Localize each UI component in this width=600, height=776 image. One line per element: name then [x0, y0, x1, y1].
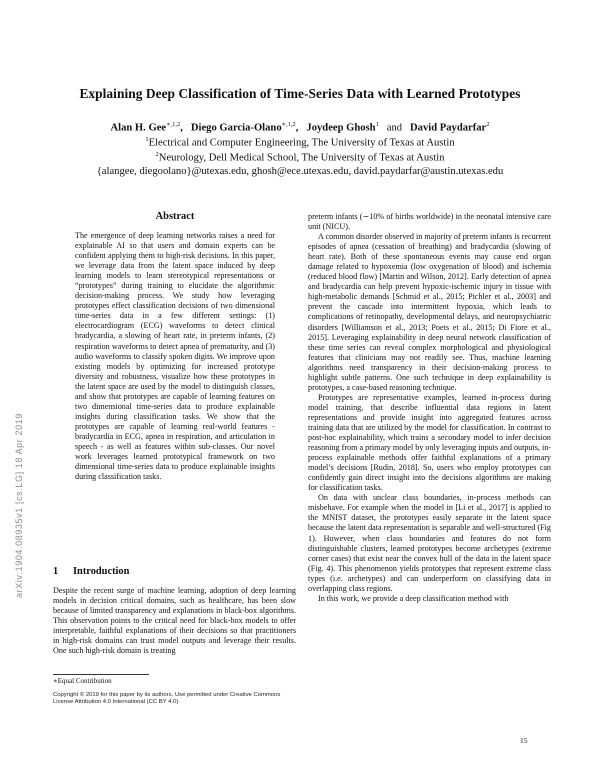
section-number: 1: [53, 566, 59, 577]
author-separator: ,: [180, 122, 183, 134]
author-name: David Paydarfar: [410, 122, 487, 134]
author-name: Diego Garcia-Olano: [190, 122, 282, 134]
copyright-notice: Copyright © 2019 for this paper by its authors. Use permitted under Creative Commons License Attribution 4.0 International (CC BY 4.0).: [53, 692, 281, 706]
abstract-body: The emergence of deep learning networks raises a need for explainable AI so that users and domain experts can be confident applying them to high-risk decisions. In this paper, we leverage data from the latent space induced by deep learning models to learn stereotypical representations or “prototypes” during training to elucidate the algorithmic decision-making process. We study how leveraging prototypes effect classification decisions of two dimensional time-series data in a few different settings: (1) electrocardiogram (ECG) waveforms to detect clinical bradycardia, a slowing of heart rate, in preterm infants, (2) respiration waveforms to detect apnea of prematurity, and (3) audio waveforms to classify spoken digits. We improve upon existing models by optimizing for increased prototype diversity and robustness, visualize how these prototypes in the latent space are used by the model to distinguish classes, and show that prototypes are capable of learning features on two dimensional time-series data to produce explainable insights during classification tasks. We show that the prototypes are capable of learning real-world features - bradycardia in ECG, apnea in respiration, and articulation in speech - as well as features within sub-classes. Our novel work leverages learned prototypical framework on two dimensional time-series data to produce explainable insights during classification tasks.: [75, 231, 275, 482]
author-affil-marker: ∗,1,2: [166, 121, 181, 128]
page-number: 15: [520, 736, 528, 745]
author-affil-marker: 1: [375, 121, 379, 128]
author-list: [0, 120, 600, 134]
right-column-text: [308, 212, 551, 604]
affil-text: Neurology, Dell Medical School, The University of Texas at Austin: [158, 152, 445, 164]
affiliation-1: [0, 136, 600, 149]
paper-title: Explaining Deep Classification of Time-Series Data with Learned Prototypes: [79, 86, 521, 101]
affil-marker: 1: [145, 136, 149, 143]
abstract-heading: Abstract: [155, 211, 195, 222]
author-name: Alan H. Gee: [110, 122, 167, 134]
author-separator: ,: [295, 122, 299, 134]
intro-paragraph: Despite the recent surge of machine learning, adoption of deep learning models in decision critical domains, such as healthcare, has been slow because of limited transparency and explanations in black-box algorithms. This observation points to the critical need for black-box models to offer interpretable, faithful explanations of their decisions so that practitioners in high-risk domains can trust model outputs and leverage their results. One such high-risk domain is treating: [53, 586, 296, 656]
author-emails: {alangee, diegoolano}@utexas.edu, ghosh@ece.utexas.edu, david.paydarfar@austin.utexas.edu: [96, 166, 504, 177]
affil-text: Electrical and Computer Engineering, The University of Texas at Austin: [148, 137, 455, 149]
footnote-rule: [53, 674, 149, 675]
author-affil-marker: 2: [486, 121, 490, 128]
body-paragraph: On data with unclear class boundaries, in-process methods can misbehave. For example when the model in [Li et al., 2017] is applied to the MNIST dataset, the prototypes easily separate in the latent space because the latent data representation is separable and well-structured (Fig 1). However, when class boundaries and features do not form distinguishable clusters, learned prototypes become archetypes (extreme corner cases) that exist near the convex hull of the data in the latent space (Fig. 4). This phenomenon yields prototypes that represent extreme class types (i.e. archetypes) and can underperform on classifying data in overlapping class regions.: [308, 493, 551, 593]
footnote: ∗Equal Contribution: [53, 677, 112, 685]
body-paragraph: Prototypes are representative examples, learned in-process during model training, that describe influential data regions in latent representations and provide insight into aggregated features across training data that are utilized by the model for classification. In contrast to post-hoc explainability, which trains a secondary model to infer decision reasoning from a primary model by only leveraging inputs and outputs, in-process explainable methods offer faithful explanations of a primary model’s decisions [Rudin, 2018]. So, users who employ prototypes can confidently gain direct insight into the decisions algorithms are making for classification tasks.: [308, 392, 551, 493]
arxiv-watermark: arXiv:1904.08935v1 [cs.LG] 18 Apr 2019: [14, 413, 24, 598]
affil-marker: 2: [155, 151, 159, 158]
body-paragraph: In this work, we provide a deep classification method with: [318, 593, 509, 603]
author-affil-marker: ∗,1,2: [281, 121, 296, 128]
section-title: Introduction: [73, 566, 130, 577]
body-paragraph: A common disorder observed in majority of preterm infants is recurrent episodes of apnea (cessation of breathing) and bradycardia (slowing of heart rate). Both of these spontaneous events may cause end organ damage related to hypoxemia (low oxygenation of blood) and ischemia (reduced blood flow) [Martin and Wilson, 2012]. Early detection of apnea and bradycardia can help prevent hypoxic-ischemic injury in tissue with high-metabolic demands [Schmid et al., 2015; Pichler et al., 2003] and prevent the cascade into intermittent hypoxia, which leads to complications of retinopathy, developmental delays, and neuropsychiatric disorders [Williamson et al., 2013; Poets et al., 2015; Di Fiore et al., 2015]. Leveraging explainability in deep neural network classification of these time series can reveal complex morphological and physiological features that clinicians may not readily see. Thus, machine learning algorithms need transparency in their decision-making process to highlight subtle patterns. One such technique in deep explainability is prototypes, a case-based reasoning technique.: [308, 232, 551, 392]
author-separator: and: [386, 122, 403, 134]
section-heading: [53, 566, 129, 577]
body-paragraph: preterm infants (∼10% of births worldwide) in the neonatal intensive care unit (NICU).: [308, 212, 551, 232]
affiliation-2: [0, 151, 600, 164]
author-name: Joydeep Ghosh: [306, 122, 376, 134]
